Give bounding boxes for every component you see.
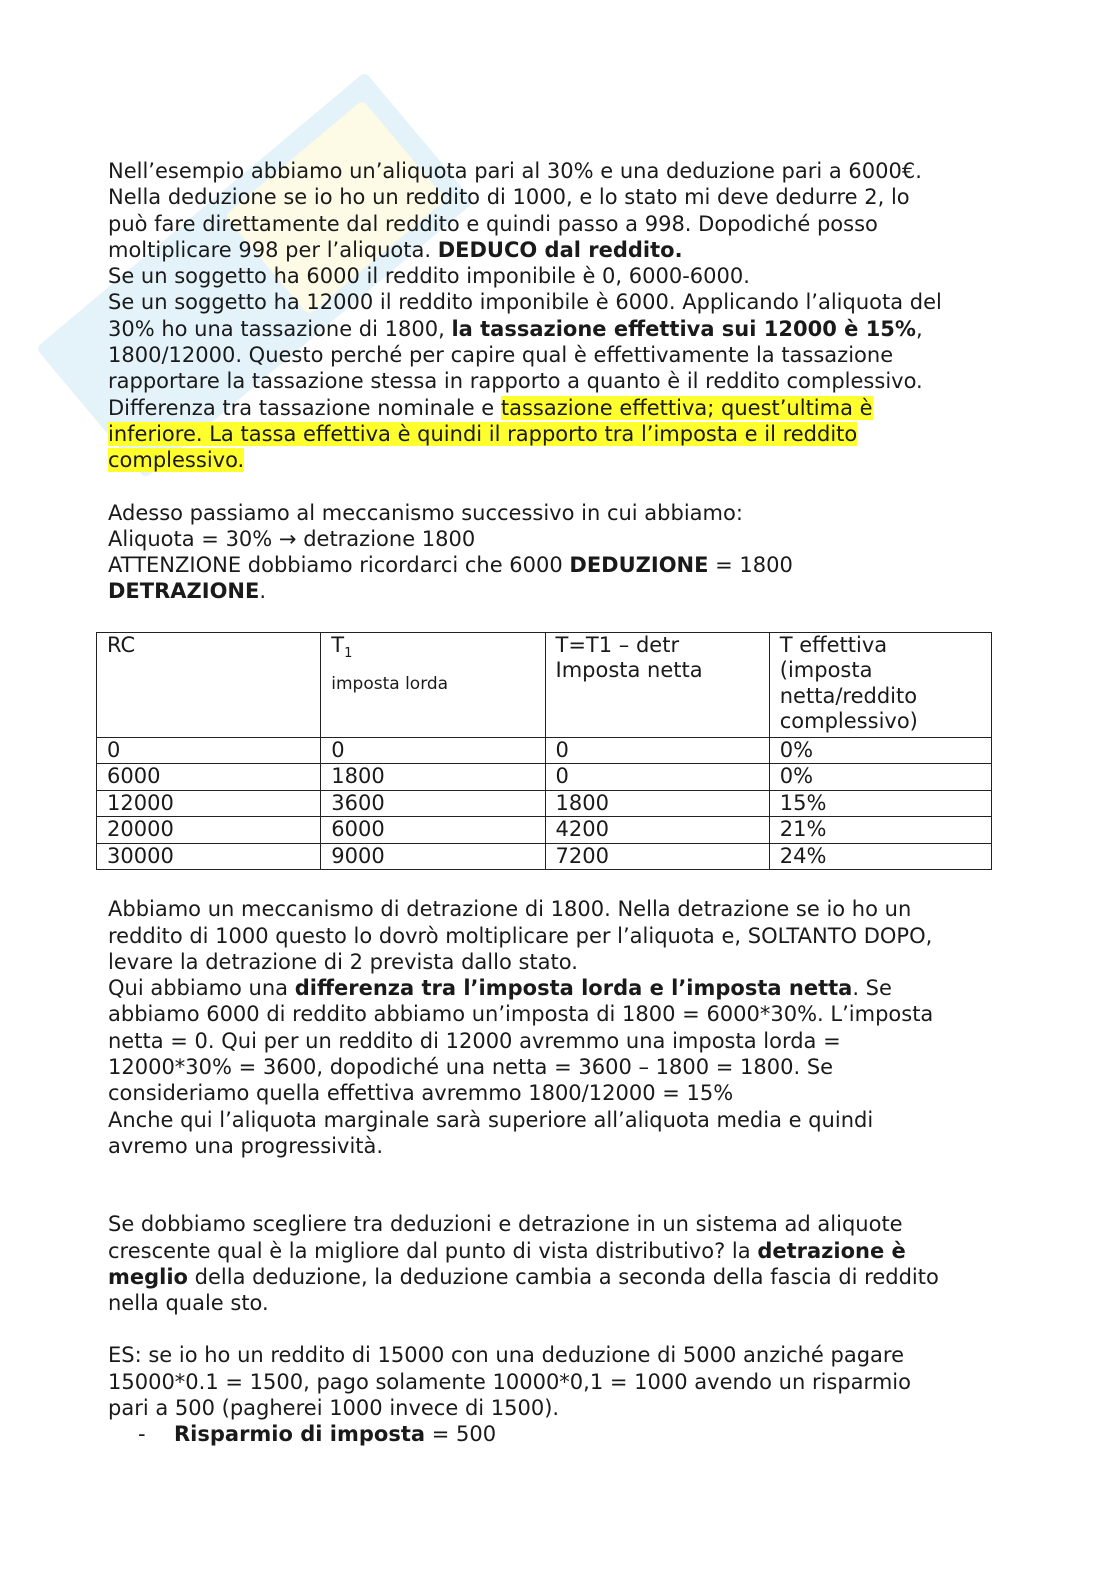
paragraph-scelta — [108, 1211, 1008, 1316]
highlighted-text: inferiore. — [108, 421, 203, 446]
table-header-cell: $T_1$ imposta lorda — [321, 632, 545, 737]
table-cell: 6000 — [97, 764, 321, 791]
highlighted-text: complessivo. — [108, 448, 245, 473]
tax-table — [96, 632, 992, 871]
text-line: Nella deduzione se io ho un reddito di 1000, e lo stato mi deve dedurre 2, lo — [108, 185, 910, 210]
text-line: consideriamo quella effettiva avremmo 1800/12000 = 15% — [108, 1081, 734, 1106]
table-header-cell: T=T1 – detr Imposta netta — [545, 632, 769, 737]
bold-text: la tassazione effettiva sui 12000 è 15% — [451, 316, 916, 341]
text-line: moltiplicare 998 per l’aliquota. DEDUCO dal reddito. — [108, 237, 683, 262]
text-line: Aliquota = 30% → detrazione 1800 — [108, 526, 476, 551]
bold-text: detrazione è — [757, 1238, 906, 1263]
table-row — [97, 817, 992, 844]
highlighted-text: La tassa effettiva è quindi il rapporto tra l’imposta e il reddito — [202, 421, 858, 446]
text-line: levare la detrazione di 2 prevista dallo stato. — [108, 949, 578, 974]
table-row — [97, 737, 992, 764]
bold-text: DEDUZIONE — [569, 553, 709, 578]
text-line: Se un soggetto ha 12000 il reddito imponibile è 6000. Applicando l’aliquota del — [108, 290, 942, 315]
table-row — [97, 843, 992, 870]
text-line: può fare direttamente dal reddito e quindi passo a 998. Dopodiché posso — [108, 211, 878, 236]
table-cell: 6000 — [321, 817, 545, 844]
text-line: ES: se io ho un reddito di 15000 con una deduzione di 5000 anziché pagare — [108, 1343, 905, 1368]
table-cell: 0 — [97, 737, 321, 764]
text-line: 12000*30% = 3600, dopodiché una netta = 3600 – 1800 = 1800. Se — [108, 1055, 834, 1080]
table-cell: 30000 — [97, 843, 321, 870]
bullet-dash: - — [138, 1422, 146, 1447]
table-cell: 9000 — [321, 843, 545, 870]
text-line: crescente qual è la migliore dal punto di vista distributivo? la detrazione è — [108, 1238, 906, 1263]
table-cell: 0 — [545, 764, 769, 791]
bold-text: Risparmio di imposta — [174, 1422, 426, 1447]
text-line: avremo una progressività. — [108, 1133, 384, 1158]
table-cell: 0% — [769, 764, 991, 791]
table-cell: 21% — [769, 817, 991, 844]
text-line: 1800/12000. Questo perché per capire qual è effettivamente la tassazione — [108, 343, 894, 368]
text-line: pari a 500 (pagherei 1000 invece di 1500). — [108, 1396, 560, 1420]
table-cell: 4200 — [545, 817, 769, 844]
text-line: ATTENZIONE dobbiamo ricordarci che 6000 DEDUZIONE = 1800 — [108, 553, 793, 578]
bold-text: DETRAZIONE — [108, 579, 260, 604]
bold-text: meglio — [108, 1264, 188, 1289]
text-line: Qui abbiamo una differenza tra l’imposta lorda e l’imposta netta. Se — [108, 976, 892, 1001]
text-line: Adesso passiamo al meccanismo successivo in cui abbiamo: — [108, 500, 743, 525]
text-line: Differenza tra tassazione nominale e tassazione effettiva; quest’ultima è — [108, 395, 873, 420]
text-line: DETRAZIONE. — [108, 579, 267, 604]
text-line: abbiamo 6000 di reddito abbiamo un’imposta di 1800 = 6000*30%. L’imposta — [108, 1002, 934, 1027]
table-header-cell: T effettiva (imposta netta/reddito complessivo) — [769, 632, 991, 737]
text-line: nella quale sto. — [108, 1291, 269, 1316]
text-line: Se un soggetto ha 6000 il reddito imponibile è 0, 6000-6000. — [108, 264, 750, 289]
table-row — [97, 764, 992, 791]
table-cell: 15% — [769, 790, 991, 817]
text-line: reddito di 1000 questo lo dovrò moltiplicare per l’aliquota e, SOLTANTO DOPO, — [108, 923, 933, 948]
table-cell: 3600 — [321, 790, 545, 817]
table-header-row — [97, 632, 992, 737]
table-cell: 0 — [545, 737, 769, 764]
text-line: 30% ho una tassazione di 1800, la tassazione effettiva sui 12000 è 15%, — [108, 316, 923, 341]
paragraph-detrazione — [108, 500, 1008, 605]
table-cell: 0 — [321, 737, 545, 764]
text-line: rapportare la tassazione stessa in rapporto a quanto è il reddito complessivo. — [108, 369, 923, 394]
paragraph-meccanismo — [108, 896, 1008, 1159]
text-line: meglio della deduzione, la deduzione cambia a seconda della fascia di reddito — [108, 1264, 939, 1289]
paragraph-esempio — [108, 1342, 1008, 1447]
bold-text: differenza tra l’imposta lorda e l’imposta netta — [294, 976, 853, 1001]
table-cell: 1800 — [545, 790, 769, 817]
text-line: Se dobbiamo scegliere tra deduzioni e detrazione in un sistema ad aliquote — [108, 1212, 903, 1237]
table-cell: 0% — [769, 737, 991, 764]
text-line: Nell’esempio abbiamo un’aliquota pari al 30% e una deduzione pari a 6000€. — [108, 159, 922, 183]
text-line: Anche qui l’aliquota marginale sarà superiore all’aliquota media e quindi — [108, 1107, 874, 1132]
paragraph-deduzione — [108, 158, 1008, 474]
text-line: Abbiamo un meccanismo di detrazione di 1800. Nella detrazione se io ho un — [108, 897, 912, 922]
table-cell: 24% — [769, 843, 991, 870]
text-line: 15000*0.1 = 1500, pago solamente 10000*0,1 = 1000 avendo un risparmio — [108, 1369, 911, 1394]
text-line: netta = 0. Qui per un reddito di 12000 avremmo una imposta lorda = — [108, 1028, 841, 1053]
table-cell: 7200 — [545, 843, 769, 870]
table-cell: 20000 — [97, 817, 321, 844]
text-line — [108, 421, 1008, 447]
text-line — [108, 447, 1008, 473]
table-cell: 1800 — [321, 764, 545, 791]
bold-text: DEDUCO dal reddito. — [437, 237, 683, 262]
highlighted-text: tassazione effettiva; quest’ultima è — [500, 395, 873, 420]
table-cell: 12000 — [97, 790, 321, 817]
document-page — [108, 158, 1008, 1448]
list-item: - Risparmio di imposta = 500 — [138, 1422, 497, 1447]
table-row — [97, 790, 992, 817]
table-header-cell: RC — [97, 632, 321, 737]
